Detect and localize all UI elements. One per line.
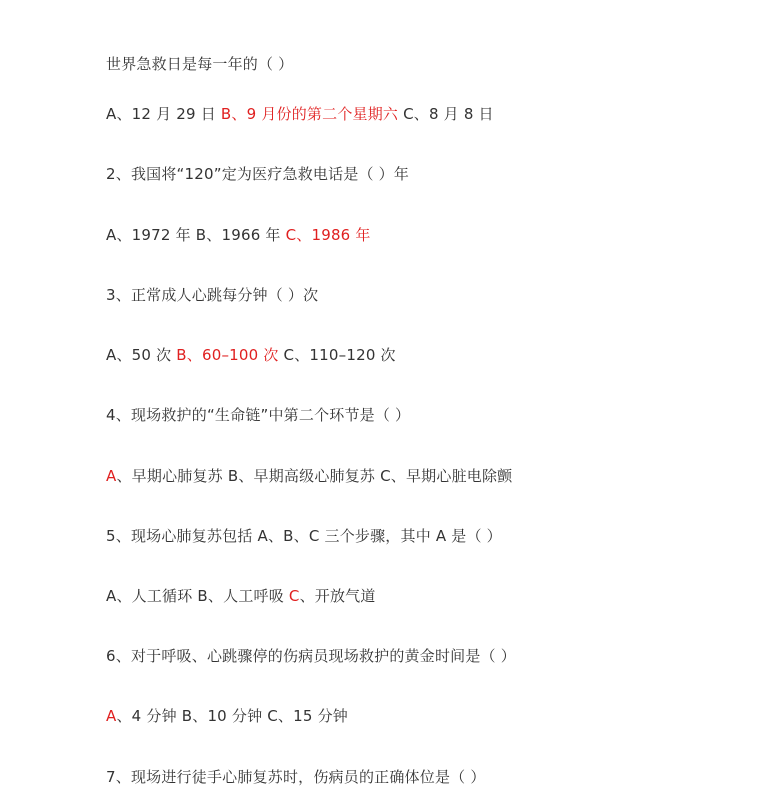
answer-5-highlight: C (288, 587, 300, 605)
answer-1 (106, 104, 494, 124)
answer-4-part-c: 、早期心肺复苏 B、早期高级心肺复苏 C、早期心脏电除颤 (116, 467, 513, 485)
answer-6 (106, 706, 348, 726)
answer-6-highlight: A (106, 707, 117, 725)
answer-4 (106, 466, 512, 486)
answer-2-part-a: A、1972 年 B、1966 年 (106, 226, 286, 244)
answer-6-part-c: 、4 分钟 B、10 分钟 C、15 分钟 (116, 707, 348, 725)
question-1: 世界急救日是每一年的（ ） (106, 55, 294, 73)
question-7: 7、现场进行徒手心肺复苏时，伤病员的正确体位是（ ） (106, 768, 486, 786)
question-2: 2、我国将“120”定为医疗急救电话是（ ）年 (106, 165, 410, 183)
answer-3-part-c: C、110–120 次 (278, 346, 396, 364)
question-6: 6、对于呼吸、心跳骤停的伤病员现场救护的黄金时间是（ ） (106, 647, 516, 665)
answer-5-part-c: 、开放气道 (299, 587, 376, 605)
answer-1-highlight: B、9 月份的第二个星期六 (220, 105, 399, 123)
answer-3-highlight: B、60–100 次 (176, 346, 279, 364)
answer-1-part-a: A、12 月 29 日 (106, 105, 221, 123)
question-4: 4、现场救护的“生命链”中第二个环节是（ ） (106, 406, 411, 424)
answer-4-highlight: A (106, 467, 117, 485)
answer-3 (106, 345, 396, 365)
answer-5-part-a: A、人工循环 B、人工呼吸 (106, 587, 289, 605)
answer-2 (106, 225, 371, 245)
answer-5 (106, 586, 376, 606)
question-3: 3、正常成人心跳每分钟（ ）次 (106, 286, 319, 304)
answer-2-highlight: C、1986 年 (285, 226, 371, 244)
answer-1-part-c: C、8 月 8 日 (398, 105, 494, 123)
question-5: 5、现场心肺复苏包括 A、B、C 三个步骤，其中 A 是（ ） (106, 527, 502, 545)
answer-3-part-a: A、50 次 (106, 346, 177, 364)
